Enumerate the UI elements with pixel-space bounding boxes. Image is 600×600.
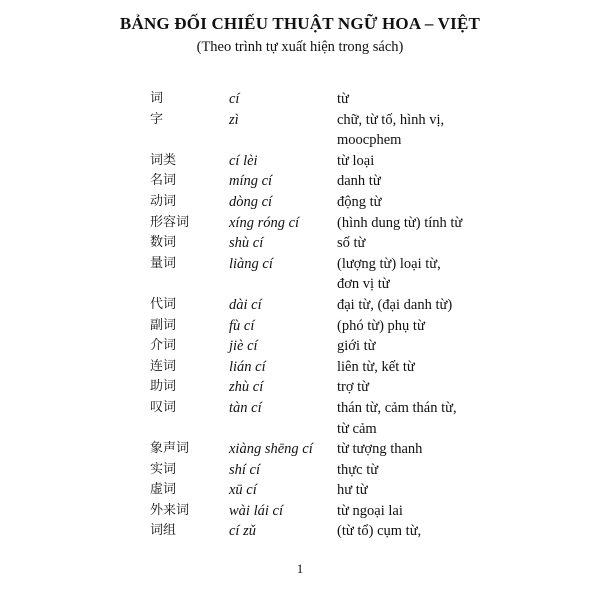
vietnamese-term-line: giới từ bbox=[337, 338, 376, 355]
vietnamese-term-line: danh từ bbox=[337, 173, 381, 190]
vietnamese-term-line: từ cảm bbox=[337, 420, 377, 437]
vietnamese-term-line: (từ tổ) cụm từ, bbox=[337, 523, 422, 540]
chinese-term: 副词 bbox=[150, 317, 177, 333]
vietnamese-term-line: trợ từ bbox=[337, 379, 370, 396]
page-number: 1 bbox=[296, 561, 304, 576]
glossary-entry bbox=[0, 336, 600, 357]
vietnamese-term-line: thán từ, cảm thán từ, bbox=[337, 399, 457, 416]
glossary-entry bbox=[0, 254, 600, 295]
glossary-entry bbox=[0, 171, 600, 192]
vietnamese-term-line: từ tượng thanh bbox=[337, 441, 423, 458]
vietnamese-term-line: từ bbox=[337, 91, 349, 107]
pinyin-term: jiè cí bbox=[229, 338, 258, 355]
pinyin-term: cí bbox=[229, 91, 240, 107]
pinyin-term: wài lái cí bbox=[229, 502, 283, 519]
page-subtitle: (Theo trình tự xuất hiện trong sách) bbox=[196, 39, 404, 55]
vietnamese-term bbox=[337, 233, 512, 254]
vietnamese-term bbox=[337, 377, 512, 398]
vietnamese-term-line: (hình dung từ) tính từ bbox=[337, 214, 463, 231]
chinese-term: 词组 bbox=[150, 523, 177, 539]
glossary-list bbox=[0, 89, 600, 542]
pinyin-term: míng cí bbox=[229, 173, 273, 190]
vietnamese-term-line: số từ bbox=[337, 235, 366, 252]
vietnamese-term bbox=[337, 480, 512, 501]
glossary-entry bbox=[0, 151, 600, 172]
page-title: BẢNG ĐỐI CHIẾU THUẬT NGỮ HOA – VIỆT bbox=[119, 14, 481, 33]
vietnamese-term bbox=[337, 171, 512, 192]
pinyin-term: lián cí bbox=[229, 358, 266, 375]
vietnamese-term-line: (phó từ) phụ từ bbox=[337, 317, 425, 334]
pinyin-term: cí lèi bbox=[229, 152, 258, 169]
pinyin-term: shù cí bbox=[229, 235, 264, 252]
chinese-term: 连词 bbox=[150, 358, 177, 374]
pinyin-term: xíng róng cí bbox=[229, 214, 300, 231]
glossary-entry bbox=[0, 316, 600, 337]
pinyin-term: dài cí bbox=[229, 296, 262, 313]
glossary-entry bbox=[0, 501, 600, 522]
chinese-term: 数词 bbox=[150, 235, 177, 251]
pinyin-term: shí cí bbox=[229, 461, 261, 478]
glossary-entry bbox=[0, 192, 600, 213]
glossary-entry bbox=[0, 398, 600, 439]
vietnamese-term bbox=[337, 213, 512, 234]
pinyin-term: zì bbox=[229, 111, 239, 128]
vietnamese-term bbox=[337, 398, 512, 439]
vietnamese-term bbox=[337, 316, 512, 337]
vietnamese-term-line: hư từ bbox=[337, 482, 368, 499]
vietnamese-term-line: (lượng từ) loại từ, bbox=[337, 255, 441, 272]
chinese-term: 量词 bbox=[150, 255, 177, 271]
chinese-term: 虚词 bbox=[150, 482, 177, 498]
chinese-term: 实词 bbox=[150, 461, 177, 477]
chinese-term: 字 bbox=[150, 111, 164, 127]
chinese-term: 词 bbox=[150, 91, 164, 106]
glossary-entry bbox=[0, 213, 600, 234]
pinyin-term: cí zǔ bbox=[229, 523, 256, 540]
pinyin-term: tàn cí bbox=[229, 399, 262, 416]
chinese-term: 叹词 bbox=[150, 399, 177, 415]
vietnamese-term-line: từ loại bbox=[337, 152, 375, 169]
vietnamese-term bbox=[337, 336, 512, 357]
pinyin-term: dòng cí bbox=[229, 193, 273, 210]
pinyin-term: liàng cí bbox=[229, 255, 273, 272]
vietnamese-term bbox=[337, 501, 512, 522]
chinese-term: 动词 bbox=[150, 193, 177, 209]
vietnamese-term bbox=[337, 89, 512, 110]
glossary-entry bbox=[0, 521, 600, 542]
glossary-entry bbox=[0, 439, 600, 460]
pinyin-term: fù cí bbox=[229, 317, 255, 334]
glossary-entry bbox=[0, 460, 600, 481]
chinese-term: 形容词 bbox=[150, 214, 190, 230]
chinese-term: 词类 bbox=[150, 152, 177, 168]
vietnamese-term bbox=[337, 439, 512, 460]
glossary-entry bbox=[0, 377, 600, 398]
vietnamese-term-line: chữ, từ tố, hình vị, bbox=[337, 111, 445, 128]
chinese-term: 助词 bbox=[150, 379, 177, 395]
glossary-entry bbox=[0, 110, 600, 151]
vietnamese-term-line: thực từ bbox=[337, 461, 379, 478]
chinese-term: 外来词 bbox=[150, 502, 190, 518]
vietnamese-term-line: đơn vị từ bbox=[337, 276, 390, 293]
glossary-entry bbox=[0, 89, 600, 110]
glossary-entry bbox=[0, 233, 600, 254]
vietnamese-term bbox=[337, 110, 512, 151]
glossary-entry bbox=[0, 357, 600, 378]
chinese-term: 代词 bbox=[150, 296, 177, 312]
vietnamese-term bbox=[337, 460, 512, 481]
vietnamese-term-line: moocphem bbox=[337, 132, 402, 149]
pinyin-term: xū cí bbox=[229, 482, 257, 499]
vietnamese-term-line: từ ngoại lai bbox=[337, 502, 403, 519]
glossary-entry bbox=[0, 480, 600, 501]
vietnamese-term-line: liên từ, kết từ bbox=[337, 358, 415, 375]
vietnamese-term bbox=[337, 521, 512, 542]
glossary-entry bbox=[0, 295, 600, 316]
vietnamese-term-line: động từ bbox=[337, 193, 382, 210]
vietnamese-term bbox=[337, 151, 512, 172]
chinese-term: 名词 bbox=[150, 173, 177, 189]
pinyin-term: xiàng shēng cí bbox=[229, 441, 313, 458]
chinese-term: 象声词 bbox=[150, 441, 190, 457]
pinyin-term: zhù cí bbox=[229, 379, 264, 396]
vietnamese-term bbox=[337, 192, 512, 213]
vietnamese-term-line: đại từ, (đại danh từ) bbox=[337, 296, 453, 313]
vietnamese-term bbox=[337, 295, 512, 316]
vietnamese-term bbox=[337, 254, 512, 295]
chinese-term: 介词 bbox=[150, 338, 177, 354]
vietnamese-term bbox=[337, 357, 512, 378]
